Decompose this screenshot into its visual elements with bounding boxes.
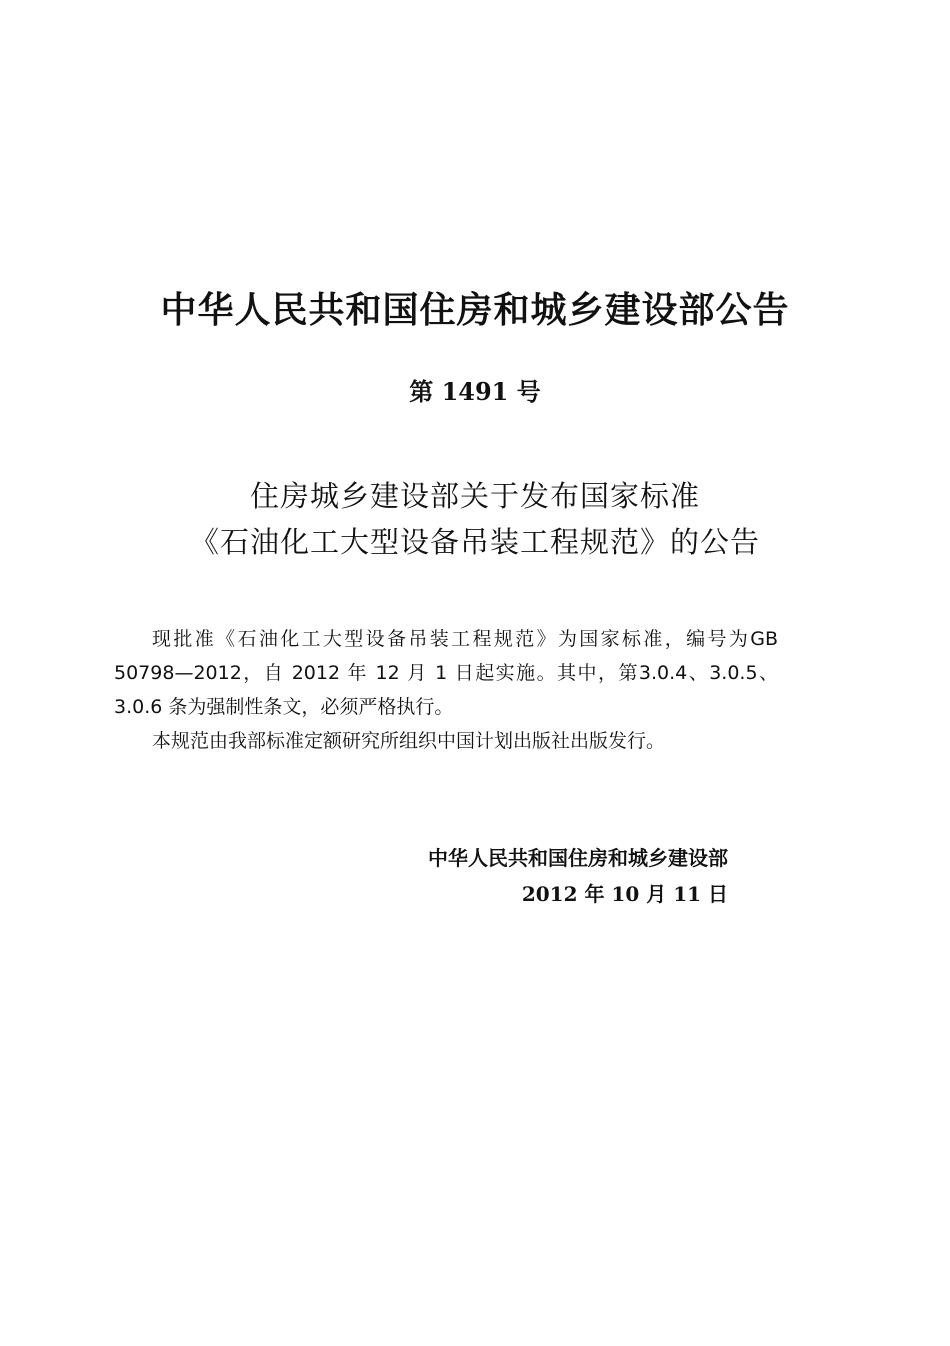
- signature-organization: 中华人民共和国住房和城乡建设部: [428, 846, 728, 870]
- body-paragraph-approval: 现批准《石油化工大型设备吊装工程规范》为国家标准，编号为GB 50798—2012，自 2012 年 12 月 1 日起实施。其中，第3.0.4、3.0.5、3.0.6 条为强制性条文，必须严格执行。: [114, 628, 778, 718]
- announcement-number: 第 1491 号: [409, 377, 541, 406]
- announcement-subtitle-line2: 《石油化工大型设备吊装工程规范》的公告: [189, 525, 760, 559]
- announcement-subtitle-line1: 住房城乡建设部关于发布国家标准: [249, 479, 700, 513]
- announcement-body: [114, 622, 778, 758]
- body-paragraph-publication: 本规范由我部标准定额研究所组织中国计划出版社出版发行。: [152, 730, 666, 752]
- signature-date: 2012 年 10 月 11 日: [521, 882, 728, 906]
- announcement-title: 中华人民共和国住房和城乡建设部公告: [160, 290, 790, 331]
